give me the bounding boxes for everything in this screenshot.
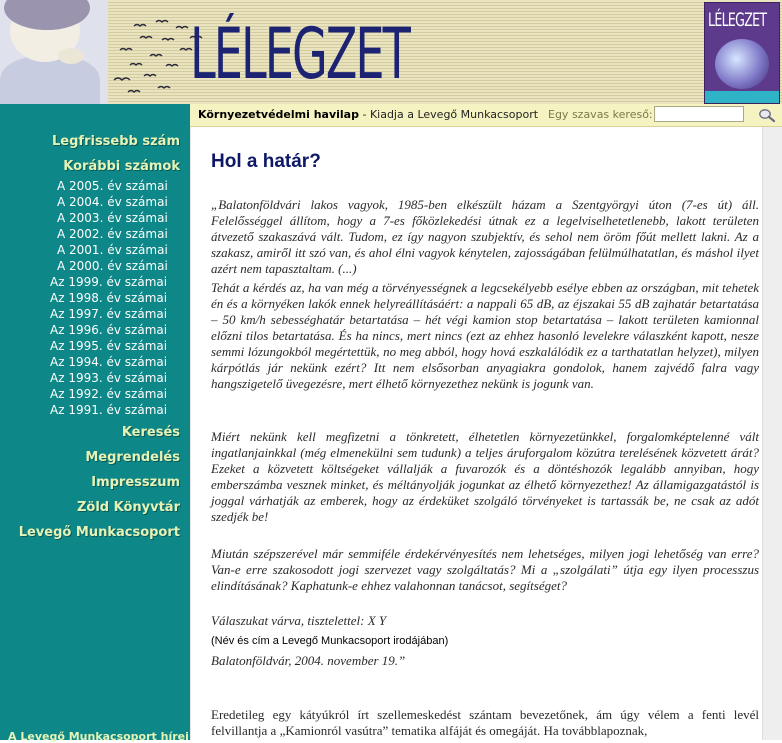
nav-air-working-group[interactable]: Levegő Munkacsoport — [18, 525, 180, 540]
article-signature: Válaszukat várva, tisztelettel: X Y — [211, 613, 387, 628]
subtitle-bar — [190, 104, 782, 127]
article-paragraph-4: Miután szépszerével már semmiféle érdekérvényesítés nem lehetséges, milyen jogi lehetőség van erre? Van-e erre szakosodott jogi szervezet vagy szolgáltatás? Mi a „szolgálati” útja egy ilyen processzus elindításának? Kaphatunk-e ehhez valahonnan tanácsot, segítséget? — [211, 546, 759, 593]
subtitle-separator: - — [358, 108, 370, 121]
header-child-illustration — [0, 0, 108, 104]
magazine-cover-thumbnail[interactable] — [704, 2, 780, 104]
article-paragraph-1: „Balatonföldvári lakos vagyok, 1985-ben elkészült házam a Szentgyörgyi úton (7-es út) áll. Felelősséggel állítom, hogy a 7-es főközlekedési útnak ez a legelviselhetetlenebb, lakott területen átvezető szakaszává vált. Tudom, ez így nagyon szubjektív, és sehol nem öröm főút mellett lakni. Az a szakasz, amiről itt szó van, és ahol élni vagyok kénytelen, zajosságában felülmúlhatatlan, és máshol ilyet azért nem tapasztaltam. (...) — [211, 197, 759, 276]
nav-year-1998[interactable]: Az 1998. év számai — [50, 291, 168, 305]
article-paragraph-intro: Eredetileg egy kátyúkról írt szellemeskedést szántam bevezetőnek, ám úgy vélem a fenti levél felvillantja a „Kamionról vasútra” tematika alfáját és omegáját. Ha továbblapoznak, — [211, 707, 759, 738]
subtitle-publisher: Kiadja a Levegő Munkacsoport — [369, 108, 539, 121]
nav-year-1999[interactable]: Az 1999. év számai — [50, 275, 168, 289]
nav-earlier-issues[interactable]: Korábbi számok — [63, 159, 180, 174]
nav-year-1994[interactable]: Az 1994. év számai — [50, 355, 168, 369]
search-input[interactable] — [654, 106, 744, 122]
nav-year-1992[interactable]: Az 1992. év számai — [50, 387, 168, 401]
subtitle — [198, 108, 538, 121]
nav-search[interactable]: Keresés — [121, 425, 180, 440]
article-paragraph-3: Miért nekünk kell megfizetni a tönkretett, élhetetlen környezetünkkel, forgalomképtelenné vált ingatlanjainkkal (még elmenekülni sem tudunk) a teljes áruforgalom közútra terelésének közvetett árát? Ezeket a közvetett költségeket vállalják a fuvarozók és a döntéshozók legalább annyiban, hogy emberszámba vesznek minket, és méltányolják jogunkat az élhető környezethez! Az államigazgatástól is joggal várhatják az emberek, hogy az érdeküket szolgáló törvényeket is tartassák be, ne csak az adót szedjék be! — [211, 429, 759, 524]
site-header — [0, 0, 782, 104]
article-title: Hol a határ? — [211, 151, 321, 172]
sidebar-footer-news[interactable]: A Levegő Munkacsoport hírei — [8, 730, 189, 743]
nav-impressum[interactable]: Impresszum — [91, 475, 180, 490]
nav-year-1996[interactable]: Az 1996. év számai — [50, 323, 168, 337]
nav-green-library[interactable]: Zöld Könyvtár — [76, 500, 180, 515]
nav-year-1995[interactable]: Az 1995. év számai — [50, 339, 168, 353]
cover-title: LÉLEGZET — [708, 9, 767, 31]
page-scrollbar[interactable] — [762, 127, 782, 740]
site-logo[interactable]: LÉLEGZET — [190, 13, 409, 95]
search-label: Egy szavas kereső: — [548, 108, 653, 121]
nav-year-1991[interactable]: Az 1991. év számai — [50, 403, 168, 417]
nav-year-2004[interactable]: A 2004. év számai — [57, 195, 168, 209]
nav-year-2000[interactable]: A 2000. év számai — [57, 259, 168, 273]
nav-year-2005[interactable]: A 2005. év számai — [57, 179, 168, 193]
nav-year-2003[interactable]: A 2003. év számai — [57, 211, 168, 225]
article-paragraph-2: Tehát a kérdés az, ha van még a törvényességnek a legcsekélyebb esélye ebben az országban, mit tehetek én és a környéken lakók ennek helyreállításáért: a nappali 65 dB, az éjszakai 55 dB zajhatár betartatása – 50 km/h sebességhatár betartatása – hét végi kamion stop betartatása – lakott területen kamionnal előzni tilos betartatása. És ha nincs, mert nincs (ezt az ehhez hasonló levelekre válaszként kapott, nesze semmi lózungokból megértettük, no meg abból, hogy hová eszkalálódik ez a tarthatatlan helyzet), milyen kárpótlás jár nekünk ezért? Itt nem elsősorban anyagiakra gondolok, hanem zajvédő falra vagy hangszigetelő üvegezésre, mert élhető környezethez nekünk is jogunk van. — [211, 280, 759, 391]
nav-year-2002[interactable]: A 2002. év számai — [57, 227, 168, 241]
search-submit-icon[interactable] — [758, 107, 776, 123]
nav-latest-issue[interactable]: Legfrissebb szám — [52, 134, 180, 149]
article-note: (Név és cím a Levegő Munkacsoport irodájában) — [211, 635, 449, 647]
nav-year-1997[interactable]: Az 1997. év számai — [50, 307, 168, 321]
subtitle-magazine: Környezetvédelmi havilap — [198, 108, 359, 121]
nav-year-2001[interactable]: A 2001. év számai — [57, 243, 168, 257]
nav-year-1993[interactable]: Az 1993. év számai — [50, 371, 168, 385]
nav-order[interactable]: Megrendelés — [85, 450, 180, 465]
article-content — [190, 127, 763, 740]
sidebar-nav — [0, 104, 190, 743]
article-date: Balatonföldvár, 2004. november 19.” — [211, 653, 406, 668]
